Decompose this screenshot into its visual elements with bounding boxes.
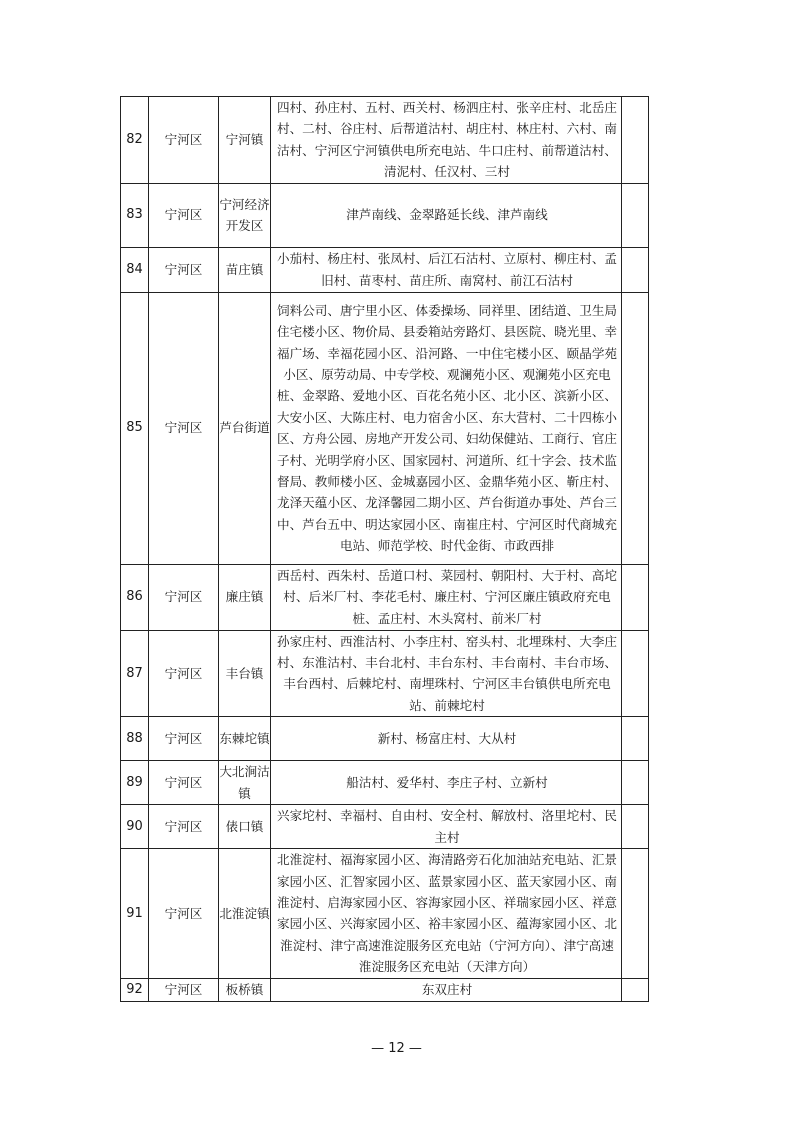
table-row [121, 97, 649, 184]
blank-cell [622, 183, 649, 247]
district-cell: 宁河区 [149, 97, 219, 184]
villages-cell: 东双庄村 [271, 978, 622, 1001]
row-number: 87 [121, 630, 149, 717]
villages-cell: 西岳村、西朱村、岳道口村、菜园村、朝阳村、大于村、高坨村、后米厂村、李花毛村、廉庄村、宁河区廉庄镇政府充电桩、孟庄村、木头窝村、前米厂村 [271, 564, 622, 630]
district-cell: 宁河区 [149, 564, 219, 630]
villages-cell: 兴家坨村、幸福村、自由村、安全村、解放村、洛里坨村、民主村 [271, 805, 622, 849]
table-row [121, 247, 649, 292]
row-number: 90 [121, 805, 149, 849]
row-number: 92 [121, 978, 149, 1001]
town-cell: 宁河镇 [219, 97, 271, 184]
blank-cell [622, 630, 649, 717]
town-cell: 北淮淀镇 [219, 849, 271, 978]
row-number: 83 [121, 183, 149, 247]
villages-cell: 船沽村、爱华村、李庄子村、立新村 [271, 761, 622, 805]
page-number: — 12 — [371, 1041, 422, 1056]
row-number: 82 [121, 97, 149, 184]
villages-cell: 饲料公司、唐宁里小区、体委操场、同祥里、团结道、卫生局住宅楼小区、物价局、县委箱站旁路灯、县医院、晓光里、幸福广场、幸福花园小区、沿河路、一中住宅楼小区、颐晶学苑小区、原劳动局、中专学校、观澜苑小区、观澜苑小区充电桩、金翠路、爱地小区、百花名苑小区、北小区、滨新小区、大安小区、大陈庄村、电力宿舍小区、东大营村、二十四栋小区、方舟公园、房地产开发公司、妇幼保健站、工商行、官庄子村、光明学府小区、国家园村、河道所、红十字会、技术监督局、教师楼小区、金城嘉园小区、金鼎华苑小区、靳庄村、龙泽天蕴小区、龙泽馨园二期小区、芦台街道办事处、芦台三中、芦台五中、明达家园小区、南崔庄村、宁河区时代商城充电站、师范学校、时代金街、市政西排 [271, 292, 622, 564]
table-row [121, 805, 649, 849]
table-row [121, 849, 649, 978]
blank-cell [622, 717, 649, 761]
district-cell: 宁河区 [149, 805, 219, 849]
district-cell: 宁河区 [149, 247, 219, 292]
blank-cell [622, 97, 649, 184]
villages-cell: 津芦南线、金翠路延长线、津芦南线 [271, 183, 622, 247]
town-cell: 芦台街道 [219, 292, 271, 564]
district-cell: 宁河区 [149, 761, 219, 805]
row-number: 91 [121, 849, 149, 978]
town-cell: 丰台镇 [219, 630, 271, 717]
blank-cell [622, 805, 649, 849]
town-cell: 廉庄镇 [219, 564, 271, 630]
town-cell: 宁河经济开发区 [219, 183, 271, 247]
table-row [121, 630, 649, 717]
row-number: 88 [121, 717, 149, 761]
table-row [121, 564, 649, 630]
blank-cell [622, 761, 649, 805]
row-number: 84 [121, 247, 149, 292]
table-row [121, 292, 649, 564]
blank-cell [622, 247, 649, 292]
district-cell: 宁河区 [149, 292, 219, 564]
table-row [121, 183, 649, 247]
villages-cell: 四村、孙庄村、五村、西关村、杨泗庄村、张辛庄村、北岳庄村、二村、谷庄村、后帮道沽村、胡庄村、林庄村、六村、南沽村、宁河区宁河镇供电所充电站、牛口庄村、前帮道沽村、清泥村、任汉村、三村 [271, 97, 622, 184]
villages-cell: 孙家庄村、西淮沽村、小李庄村、窑头村、北埋珠村、大李庄村、东淮沽村、丰台北村、丰台东村、丰台南村、丰台市场、丰台西村、后棘坨村、南埋珠村、宁河区丰台镇供电所充电站、前棘坨村 [271, 630, 622, 717]
table-row [121, 978, 649, 1001]
town-cell: 苗庄镇 [219, 247, 271, 292]
district-cell: 宁河区 [149, 183, 219, 247]
town-cell: 俵口镇 [219, 805, 271, 849]
blank-cell [622, 564, 649, 630]
blank-cell [622, 292, 649, 564]
villages-cell: 北淮淀村、福海家园小区、海清路旁石化加油站充电站、汇景家园小区、汇智家园小区、蓝景家园小区、蓝天家园小区、南淮淀村、启海家园小区、容海家园小区、祥瑞家园小区、祥意家园小区、兴海家园小区、裕丰家园小区、蕴海家园小区、北淮淀村、津宁高速淮淀服务区充电站（宁河方向）、津宁高速淮淀服务区充电站（天津方向） [271, 849, 622, 978]
district-cell: 宁河区 [149, 717, 219, 761]
table-row [121, 717, 649, 761]
villages-cell: 小茄村、杨庄村、张凤村、后江石沽村、立原村、柳庄村、孟旧村、苗枣村、苗庄所、南窝村、前江石沽村 [271, 247, 622, 292]
blank-cell [622, 978, 649, 1001]
town-cell: 大北涧沽镇 [219, 761, 271, 805]
district-cell: 宁河区 [149, 849, 219, 978]
row-number: 85 [121, 292, 149, 564]
table-row [121, 761, 649, 805]
blank-cell [622, 849, 649, 978]
town-cell: 东棘坨镇 [219, 717, 271, 761]
row-number: 86 [121, 564, 149, 630]
town-cell: 板桥镇 [219, 978, 271, 1001]
district-cell: 宁河区 [149, 630, 219, 717]
district-cell: 宁河区 [149, 978, 219, 1001]
villages-cell: 新村、杨富庄村、大从村 [271, 717, 622, 761]
row-number: 89 [121, 761, 149, 805]
village-list-table [120, 96, 649, 1002]
